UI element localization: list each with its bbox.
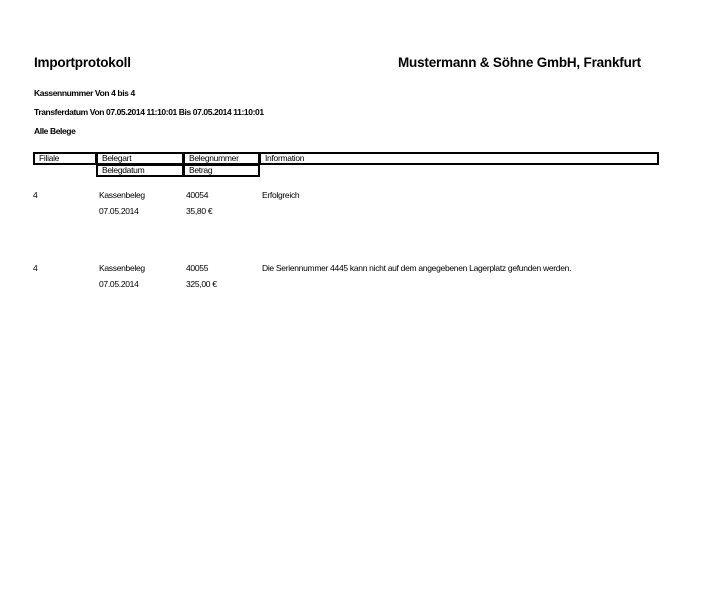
- header-belegdatum: Belegdatum: [96, 164, 184, 177]
- row-2-belegart: Kassenbeleg: [99, 263, 145, 273]
- transferdatum-range: Transferdatum Von 07.05.2014 11:10:01 Bis 07.05.2014 11:10:01: [34, 107, 264, 117]
- header-information: Information: [259, 152, 659, 165]
- document-filter: Alle Belege: [34, 126, 76, 136]
- row-1-belegdatum: 07.05.2014: [99, 206, 139, 216]
- header-belegart: Belegart: [96, 152, 184, 165]
- row-1-belegnummer: 40054: [186, 190, 209, 200]
- header-betrag: Betrag: [183, 164, 260, 177]
- row-2-information: Die Seriennummer 4445 kann nicht auf dem angegebenen Lagerplatz gefunden werden.: [262, 263, 572, 273]
- company-name: Mustermann & Söhne GmbH, Frankfurt: [398, 55, 641, 70]
- row-2-belegdatum: 07.05.2014: [99, 279, 139, 289]
- row-1-filiale: 4: [33, 190, 38, 200]
- row-1-betrag: 35,80 €: [186, 206, 213, 216]
- row-1-information: Erfolgreich: [262, 190, 300, 200]
- row-1-belegart: Kassenbeleg: [99, 190, 145, 200]
- row-2-betrag: 325,00 €: [186, 279, 217, 289]
- header-belegnummer: Belegnummer: [183, 152, 260, 165]
- row-2-belegnummer: 40055: [186, 263, 209, 273]
- header-filiale: Filiale: [33, 152, 97, 165]
- report-title: Importprotokoll: [34, 55, 131, 70]
- row-2-filiale: 4: [33, 263, 38, 273]
- kassennummer-range: Kassennummer Von 4 bis 4: [34, 88, 135, 98]
